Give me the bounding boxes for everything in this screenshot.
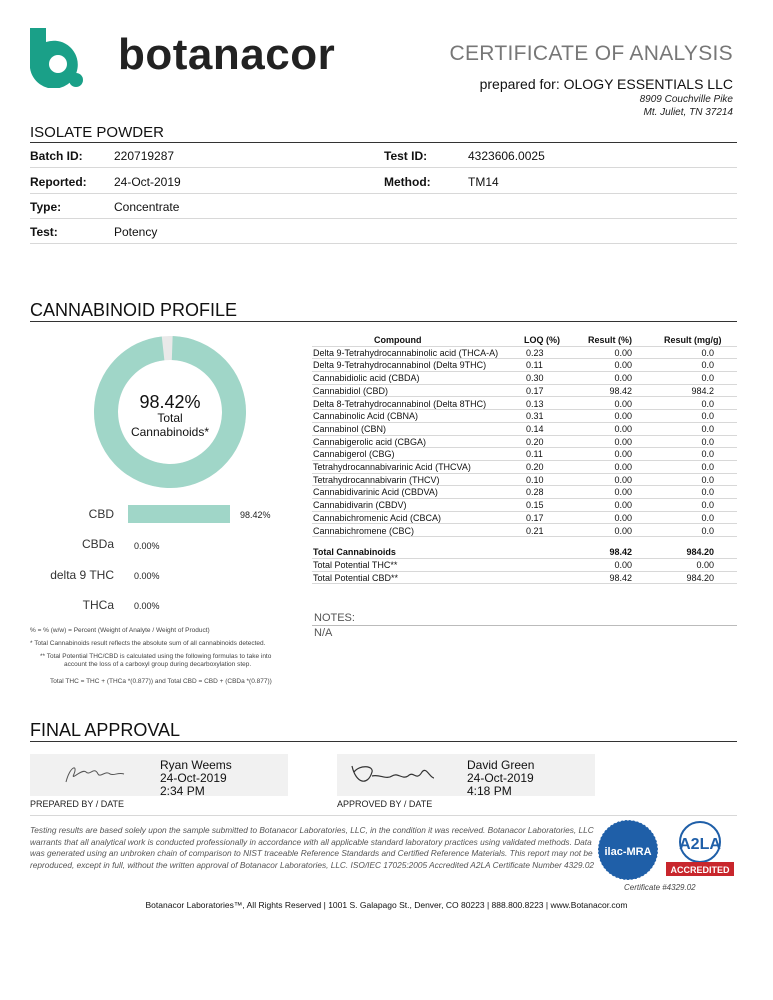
preparer-date: 24-Oct-2019 xyxy=(160,771,227,785)
table-total-row xyxy=(312,559,737,572)
table-cell: 0.11 xyxy=(526,449,543,460)
test-id-label: Test ID: xyxy=(384,149,428,163)
table-cell: 0.0 xyxy=(701,423,714,434)
table-cell: 0.0 xyxy=(701,487,714,498)
approver-date: 24-Oct-2019 xyxy=(467,771,534,785)
table-cell: 0.20 xyxy=(526,436,544,447)
approver-signature-icon xyxy=(346,760,436,790)
table-cell: 0.00 xyxy=(614,525,632,536)
table-row xyxy=(312,448,737,461)
table-cell: 0.14 xyxy=(526,423,544,434)
table-cell: Total Cannabinoids xyxy=(313,547,396,558)
table-row xyxy=(312,525,737,538)
table-cell: Delta 9-Tetrahydrocannabinolic acid (THCA-A) xyxy=(313,347,499,358)
table-cell: Cannabichromenic Acid (CBCA) xyxy=(313,512,442,523)
ilac-badge-text: ilac-MRA xyxy=(604,846,652,858)
divider xyxy=(30,815,737,816)
table-cell: Tetrahydrocannabivarin (THCV) xyxy=(313,474,440,485)
table-cell: 0.00 xyxy=(614,347,632,358)
table-cell: Cannabichromene (CBC) xyxy=(313,525,415,536)
table-cell: 984.20 xyxy=(686,547,714,558)
preparer-caption: PREPARED BY / DATE xyxy=(30,799,125,809)
footer-text: Botanacor Laboratories™, All Rights Reserved | 1001 S. Galapago St., Denver, CO 80223 | 888.800.8223 | www.Botanacor.com xyxy=(145,900,628,910)
table-cell: Cannabidivarinic Acid (CBDVA) xyxy=(313,487,438,498)
test-label: Test: xyxy=(30,225,58,239)
table-total-row xyxy=(312,572,737,585)
table-cell: Tetrahydrocannabivarinic Acid (THCVA) xyxy=(313,462,471,472)
table-cell: 0.00 xyxy=(614,411,632,422)
donut-percent: 98.42% xyxy=(139,392,201,412)
table-row xyxy=(312,461,737,474)
table-cell: 0.0 xyxy=(701,500,714,511)
table-cell: 0.0 xyxy=(701,449,714,460)
table-cell: Cannabinol (CBN) xyxy=(313,423,387,434)
table-row xyxy=(312,359,737,372)
prepared-for: prepared for: OLOGY ESSENTIALS LLC xyxy=(479,76,733,92)
divider xyxy=(30,167,737,168)
divider xyxy=(30,741,737,742)
table-cell: 0.00 xyxy=(614,487,632,498)
table-cell: 0.0 xyxy=(701,347,714,358)
preparer-time: 2:34 PM xyxy=(160,784,205,798)
table-cell: 0.20 xyxy=(526,462,544,472)
table-cell: 98.42 xyxy=(609,547,632,558)
table-cell: 0.17 xyxy=(526,512,544,523)
table-row xyxy=(312,372,737,385)
product-name: ISOLATE POWDER xyxy=(30,124,164,141)
table-cell: 0.30 xyxy=(526,373,544,384)
table-cell: 0.00 xyxy=(614,373,632,384)
table-cell: Cannabigerol (CBG) xyxy=(313,449,395,460)
accredited-badge-text: ACCREDITED xyxy=(670,865,730,875)
reported-value: 24-Oct-2019 xyxy=(114,175,181,189)
table-cell: 0.0 xyxy=(701,360,714,371)
bar-label-thca: THCa xyxy=(82,598,114,612)
table-cell: 0.11 xyxy=(526,360,543,371)
table-cell: 0.00 xyxy=(614,398,632,409)
footnote-potential-a: ** Total Potential THC/CBD is calculated using the following formulas to take into xyxy=(40,653,272,660)
table-row xyxy=(312,423,737,436)
divider xyxy=(30,142,737,143)
approver-name: David Green xyxy=(467,758,535,772)
table-row xyxy=(312,474,737,487)
bar-label-cbda: CBDa xyxy=(81,537,114,551)
table-cell: 984.2 xyxy=(691,385,714,396)
footnote-percent: % = % (w/w) = Percent (Weight of Analyte / Weight of Product) xyxy=(30,627,210,634)
document-title: CERTIFICATE OF ANALYSIS xyxy=(449,42,733,65)
divider xyxy=(30,218,737,219)
disclaimer-text: Testing results are based solely upon the sample submitted to Botanacor Laboratories, LLC, in the condition it was received. Botanacor Laboratories, LLC warrants that all analytical work is conducted professionally in accordance with all applicable standard laboratory practices using validated methods. Data was generated using an unbroken chain of comparison to NIST traceable Reference Standards and Certified Reference Materials. This report may not be reproduced, except in full, without the written approval of Botanacor Laboratories, LLC. ISO/IEC 17025:2005 Accredited A2LA Certificate Number 4329.02 xyxy=(30,825,595,870)
table-cell: 0.0 xyxy=(701,436,714,447)
table-cell: 0.0 xyxy=(701,462,714,472)
table-cell: 0.00 xyxy=(614,512,632,523)
table-cell: 0.0 xyxy=(701,411,714,422)
method-value: TM14 xyxy=(468,175,499,189)
certificate-number: Certificate #4329.02 xyxy=(624,883,696,892)
batch-id-value: 220719287 xyxy=(114,149,175,163)
preparer-name: Ryan Weems xyxy=(160,758,232,772)
table-cell: 0.00 xyxy=(614,462,632,472)
table-row xyxy=(312,385,737,398)
bar-label-delta9thc: delta 9 THC xyxy=(50,568,114,582)
footnote-total: * Total Cannabinoids result reflects the absolute sum of all cannabinoids detected. xyxy=(30,640,266,647)
ilac-mra-badge-icon xyxy=(596,818,660,882)
table-row xyxy=(312,347,737,360)
table-row xyxy=(312,486,737,499)
divider xyxy=(30,321,737,322)
brand-name: botanacor xyxy=(118,30,336,79)
type-value: Concentrate xyxy=(114,200,180,214)
donut-label-line1: Total xyxy=(157,411,183,425)
table-cell: LOQ (%) xyxy=(524,335,560,345)
bar-value-delta9thc: 0.00% xyxy=(134,571,160,581)
table-cell: 0.15 xyxy=(526,500,544,511)
table-cell: Cannabinolic Acid (CBNA) xyxy=(313,411,419,422)
table-row xyxy=(312,398,737,411)
reported-label: Reported: xyxy=(30,175,87,189)
divider xyxy=(30,243,737,244)
table-cell: 0.0 xyxy=(701,512,714,523)
table-cell: 0.28 xyxy=(526,487,544,498)
table-cell: 0.0 xyxy=(701,474,714,485)
bar-value-cbd: 98.42% xyxy=(240,510,271,520)
table-cell: Delta 8-Tetrahydrocannabinol (Delta 8THC) xyxy=(313,398,487,409)
method-label: Method: xyxy=(384,175,431,189)
table-cell: 0.23 xyxy=(526,347,544,358)
type-label: Type: xyxy=(30,200,62,214)
table-row xyxy=(312,436,737,449)
footnote-potential-b: account the loss of a carboxyl group during decarboxylation step. xyxy=(64,661,252,668)
table-cell: 0.00 xyxy=(614,559,632,570)
approval-title: FINAL APPROVAL xyxy=(30,720,181,740)
table-cell: 0.0 xyxy=(701,398,714,409)
test-id-value: 4323606.0025 xyxy=(468,149,545,163)
table-cell: 98.42 xyxy=(609,572,632,583)
bar-label-cbd: CBD xyxy=(88,507,114,521)
table-cell: 0.00 xyxy=(614,436,632,447)
table-total-row xyxy=(312,546,737,559)
bar-cbd xyxy=(128,505,230,523)
client-address-line1: 8909 Couchville Pike xyxy=(639,94,733,105)
approver-caption: APPROVED BY / DATE xyxy=(337,799,433,809)
table-cell: 0.13 xyxy=(526,398,544,409)
table-cell: 0.00 xyxy=(696,559,714,570)
divider xyxy=(30,193,737,194)
botanacor-logo-icon xyxy=(28,28,90,88)
approver-time: 4:18 PM xyxy=(467,784,512,798)
table-cell: 0.00 xyxy=(614,423,632,434)
batch-id-label: Batch ID: xyxy=(30,149,83,163)
table-row xyxy=(312,512,737,525)
table-row xyxy=(312,410,737,423)
table-row xyxy=(312,499,737,512)
client-address-line2: Mt. Juliet, TN 37214 xyxy=(643,107,733,118)
test-value: Potency xyxy=(114,225,158,239)
a2la-accredited-badge-icon xyxy=(664,820,736,878)
table-cell: 0.0 xyxy=(701,525,714,536)
table-cell: 0.17 xyxy=(526,385,544,396)
table-cell: Cannabidiolic acid (CBDA) xyxy=(313,373,420,384)
table-cell: Cannabidivarin (CBDV) xyxy=(313,500,407,511)
profile-title: CANNABINOID PROFILE xyxy=(30,300,238,320)
table-header-row xyxy=(312,334,737,347)
bar-value-cbda: 0.00% xyxy=(134,541,160,551)
table-cell: 0.00 xyxy=(614,449,632,460)
table-cell: 0.00 xyxy=(614,500,632,511)
table-cell: 0.21 xyxy=(526,525,544,536)
table-cell: 984.20 xyxy=(686,572,714,583)
table-cell: 0.00 xyxy=(614,360,632,371)
table-cell: 0.00 xyxy=(614,474,632,485)
table-cell: 98.42 xyxy=(609,385,632,396)
a2la-badge-text: A2LA xyxy=(679,836,721,853)
notes-label: NOTES: xyxy=(314,612,355,624)
table-cell: 0.31 xyxy=(526,411,544,422)
notes-value: N/A xyxy=(314,627,333,639)
footnote-formula: Total THC = THC + (THCa *(0.877)) and Total CBD = CBD + (CBDa *(0.877)) xyxy=(50,678,272,685)
table-cell: Result (%) xyxy=(587,335,632,345)
table-cell: Result (mg/g) xyxy=(664,335,722,345)
table-cell: Total Potential CBD** xyxy=(313,572,399,583)
divider xyxy=(312,625,737,626)
preparer-signature-icon xyxy=(58,760,128,790)
table-cell: Cannabigerolic acid (CBGA) xyxy=(313,436,427,447)
table-cell: Cannabidiol (CBD) xyxy=(313,385,389,396)
table-cell: Delta 9-Tetrahydrocannabinol (Delta 9THC) xyxy=(313,360,487,371)
donut-label-line2: Cannabinoids* xyxy=(130,425,210,439)
table-cell: 0.0 xyxy=(701,373,714,384)
table-cell: Compound xyxy=(374,335,422,345)
bar-value-thca: 0.00% xyxy=(134,601,160,611)
table-cell: 0.10 xyxy=(526,474,544,485)
table-cell: Total Potential THC** xyxy=(313,559,398,570)
